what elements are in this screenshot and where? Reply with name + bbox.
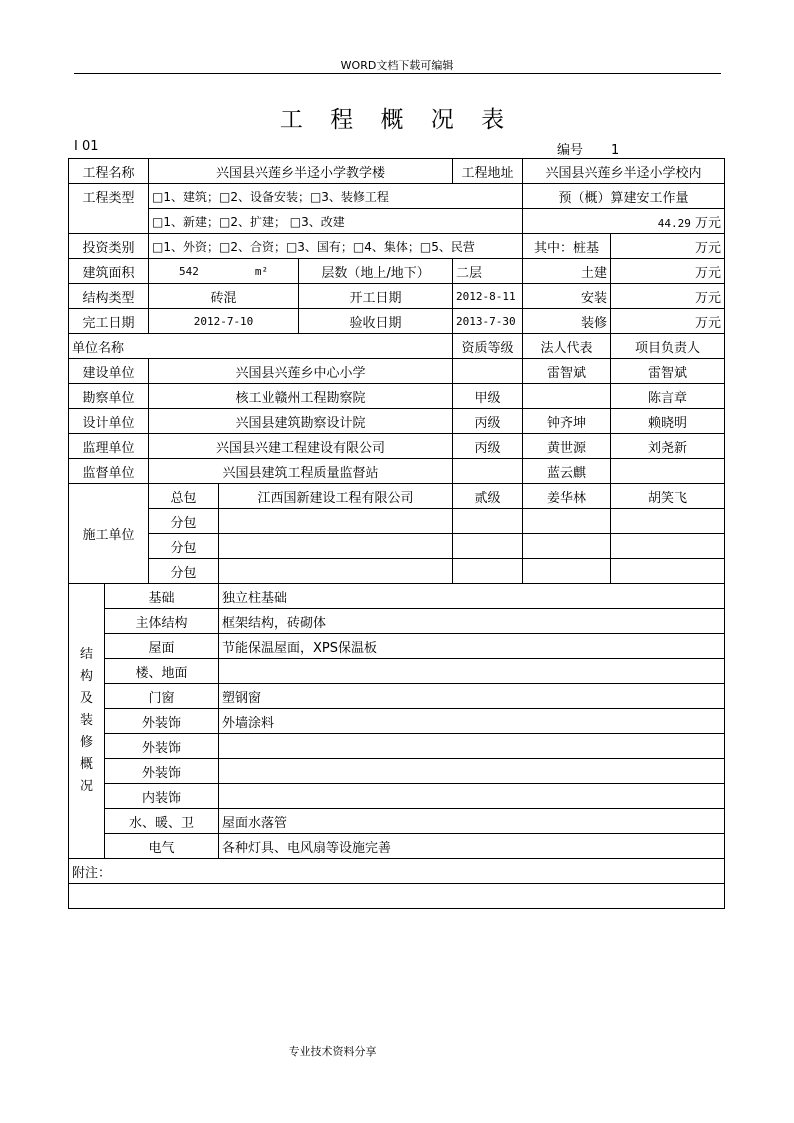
label-budget: 预（概）算建安工作量 [523,184,725,209]
builder-row [69,559,725,584]
builder-lead [611,509,725,534]
row-units-header [69,334,725,359]
structure-row [69,684,725,709]
builder-lead [611,559,725,584]
value-type-line2: □1、新建；□2、扩建； □3、改建 [149,209,523,234]
structure-desc: 塑钢窗 [219,684,725,709]
structure-row [69,734,725,759]
structure-row [69,759,725,784]
structure-item: 内装饰 [105,784,219,809]
structure-desc: 独立柱基础 [219,584,725,609]
structure-item: 外装饰 [105,734,219,759]
value-building-area [149,259,299,284]
unit-name: 兴国县建筑工程质量监督站 [149,459,453,484]
unit-row [69,409,725,434]
builder-name [219,509,453,534]
section-char: 概 [79,757,93,772]
label-completion-date: 完工日期 [69,309,149,334]
structure-row [69,834,725,859]
structure-row [69,659,725,684]
section-char: 修 [79,735,93,750]
unit-row [69,359,725,384]
structure-desc: 屋面水落管 [219,809,725,834]
unit-role: 勘察单位 [69,384,149,409]
area-unit: m² [254,264,269,278]
label-project-address: 工程地址 [453,159,523,184]
doc-number: I 01 [74,139,99,154]
structure-item: 屋面 [105,634,219,659]
structure-desc: 节能保温屋面，XPS保温板 [219,634,725,659]
unit-role: 设计单位 [69,409,149,434]
budget-amount: 44.29 [657,216,691,230]
page-header: WORD文档下载可编辑 [340,59,454,72]
label-structure-type: 结构类型 [69,284,149,309]
builder-row [69,534,725,559]
builder-name: 江西国新建设工程有限公司 [219,484,453,509]
label-legal-rep: 法人代表 [523,334,611,359]
value-start-date: 2012-8-11 [453,284,523,309]
builder-grade [453,559,523,584]
row-structure-type [69,284,725,309]
label-decoration: 装修 [523,309,611,334]
unit-row [69,384,725,409]
value-floors: 二层 [453,259,523,284]
value-pile: 万元 [611,234,725,259]
value-budget [523,209,725,234]
unit-role: 监理单位 [69,434,149,459]
budget-unit: 万元 [695,215,722,231]
label-unit-name: 单位名称 [69,334,453,359]
row-completion [69,309,725,334]
label-start-date: 开工日期 [299,284,453,309]
label-civil: 土建 [523,259,611,284]
structure-desc [219,734,725,759]
builder-legal: 姜华林 [523,484,611,509]
structure-row [69,784,725,809]
builder-kind: 分包 [149,559,219,584]
builder-legal [523,509,611,534]
label-acceptance-date: 验收日期 [299,309,453,334]
row-notes-body [69,884,725,909]
builder-row [69,484,725,509]
unit-grade [453,459,523,484]
value-install: 万元 [611,284,725,309]
structure-item: 门窗 [105,684,219,709]
structure-item: 电气 [105,834,219,859]
unit-lead [611,459,725,484]
unit-legal [523,384,611,409]
structure-row [69,709,725,734]
label-notes: 附注： [69,859,725,884]
structure-item: 外装饰 [105,759,219,784]
structure-desc [219,759,725,784]
structure-desc: 框架结构，砖砌体 [219,609,725,634]
structure-row [69,584,725,609]
unit-lead: 雷智斌 [611,359,725,384]
notes-body[interactable] [69,884,725,909]
structure-desc [219,784,725,809]
label-pile: 其中：桩基 [523,234,611,259]
builder-name [219,534,453,559]
unit-grade: 丙级 [453,434,523,459]
structure-row [69,634,725,659]
unit-lead: 赖晓明 [611,409,725,434]
label-investment: 投资类别 [69,234,149,259]
structure-desc: 各种灯具、电风扇等设施完善 [219,834,725,859]
structure-item: 楼、地面 [105,659,219,684]
label-builder-unit: 施工单位 [69,484,149,584]
value-type-line1: □1、建筑；□2、设备安装；□3、装修工程 [149,184,523,209]
section-char: 结 [79,647,93,662]
value-structure-type: 砖混 [149,284,299,309]
unit-name: 核工业赣州工程勘察院 [149,384,453,409]
builder-kind: 总包 [149,484,219,509]
row-project-type-2 [69,209,725,234]
builder-legal [523,559,611,584]
builder-name [219,559,453,584]
value-civil: 万元 [611,259,725,284]
section-char: 装 [79,713,93,728]
structure-row [69,809,725,834]
builder-lead [611,534,725,559]
section-char: 构 [79,669,93,684]
unit-grade: 甲级 [453,384,523,409]
builder-grade [453,534,523,559]
page-footer: 专业技术资料分享 [288,1045,377,1058]
value-acceptance-date: 2013-7-30 [453,309,523,334]
builder-kind: 分包 [149,534,219,559]
label-project-type: 工程类型 [69,184,149,234]
unit-lead: 陈言章 [611,384,725,409]
value-decoration: 万元 [611,309,725,334]
unit-name: 兴国县兴建工程建设有限公司 [149,434,453,459]
value-investment: □1、外资；□2、合资；□3、国有；□4、集体；□5、民营 [149,234,523,259]
unit-name: 兴国县兴莲乡中心小学 [149,359,453,384]
row-project-type-1 [69,184,725,209]
serial-number [557,139,647,158]
label-qualification: 资质等级 [453,334,523,359]
unit-row [69,434,725,459]
project-overview-table [68,158,725,909]
unit-name: 兴国县建筑勘察设计院 [149,409,453,434]
area-value: 542 [178,264,199,278]
builder-kind: 分包 [149,509,219,534]
structure-item: 基础 [105,584,219,609]
unit-grade: 丙级 [453,409,523,434]
label-install: 安装 [523,284,611,309]
label-building-area: 建筑面积 [69,259,149,284]
unit-lead: 刘尧新 [611,434,725,459]
section-char: 况 [79,779,93,794]
row-investment [69,234,725,259]
structure-desc [219,659,725,684]
unit-grade [453,359,523,384]
structure-item: 外装饰 [105,709,219,734]
value-project-address: 兴国县兴莲乡半迳小学校内 [523,159,725,184]
unit-legal: 蓝云麒 [523,459,611,484]
unit-legal: 雷智斌 [523,359,611,384]
form-title: 工 程 概 况 表 [279,107,515,133]
builder-grade [453,509,523,534]
builder-legal [523,534,611,559]
structure-item: 水、暖、卫 [105,809,219,834]
unit-role: 建设单位 [69,359,149,384]
label-project-lead: 项目负责人 [611,334,725,359]
structure-row [69,609,725,634]
row-project-name [69,159,725,184]
section-char: 及 [79,691,93,706]
builder-row [69,509,725,534]
label-floors: 层数（地上/地下） [299,259,453,284]
row-notes-label [69,859,725,884]
serial-label: 编号 [557,143,584,158]
value-project-name: 兴国县兴莲乡半迳小学教学楼 [149,159,453,184]
label-project-name: 工程名称 [69,159,149,184]
unit-role: 监督单位 [69,459,149,484]
header-divider [74,73,721,74]
unit-legal: 钟齐坤 [523,409,611,434]
unit-row [69,459,725,484]
builder-grade: 贰级 [453,484,523,509]
builder-lead: 胡笑飞 [611,484,725,509]
serial-value: 1 [611,143,620,158]
structure-desc: 外墙涂料 [219,709,725,734]
unit-legal: 黄世源 [523,434,611,459]
label-structure-section [69,584,105,859]
row-building-area [69,259,725,284]
structure-item: 主体结构 [105,609,219,634]
value-completion-date: 2012-7-10 [149,309,299,334]
